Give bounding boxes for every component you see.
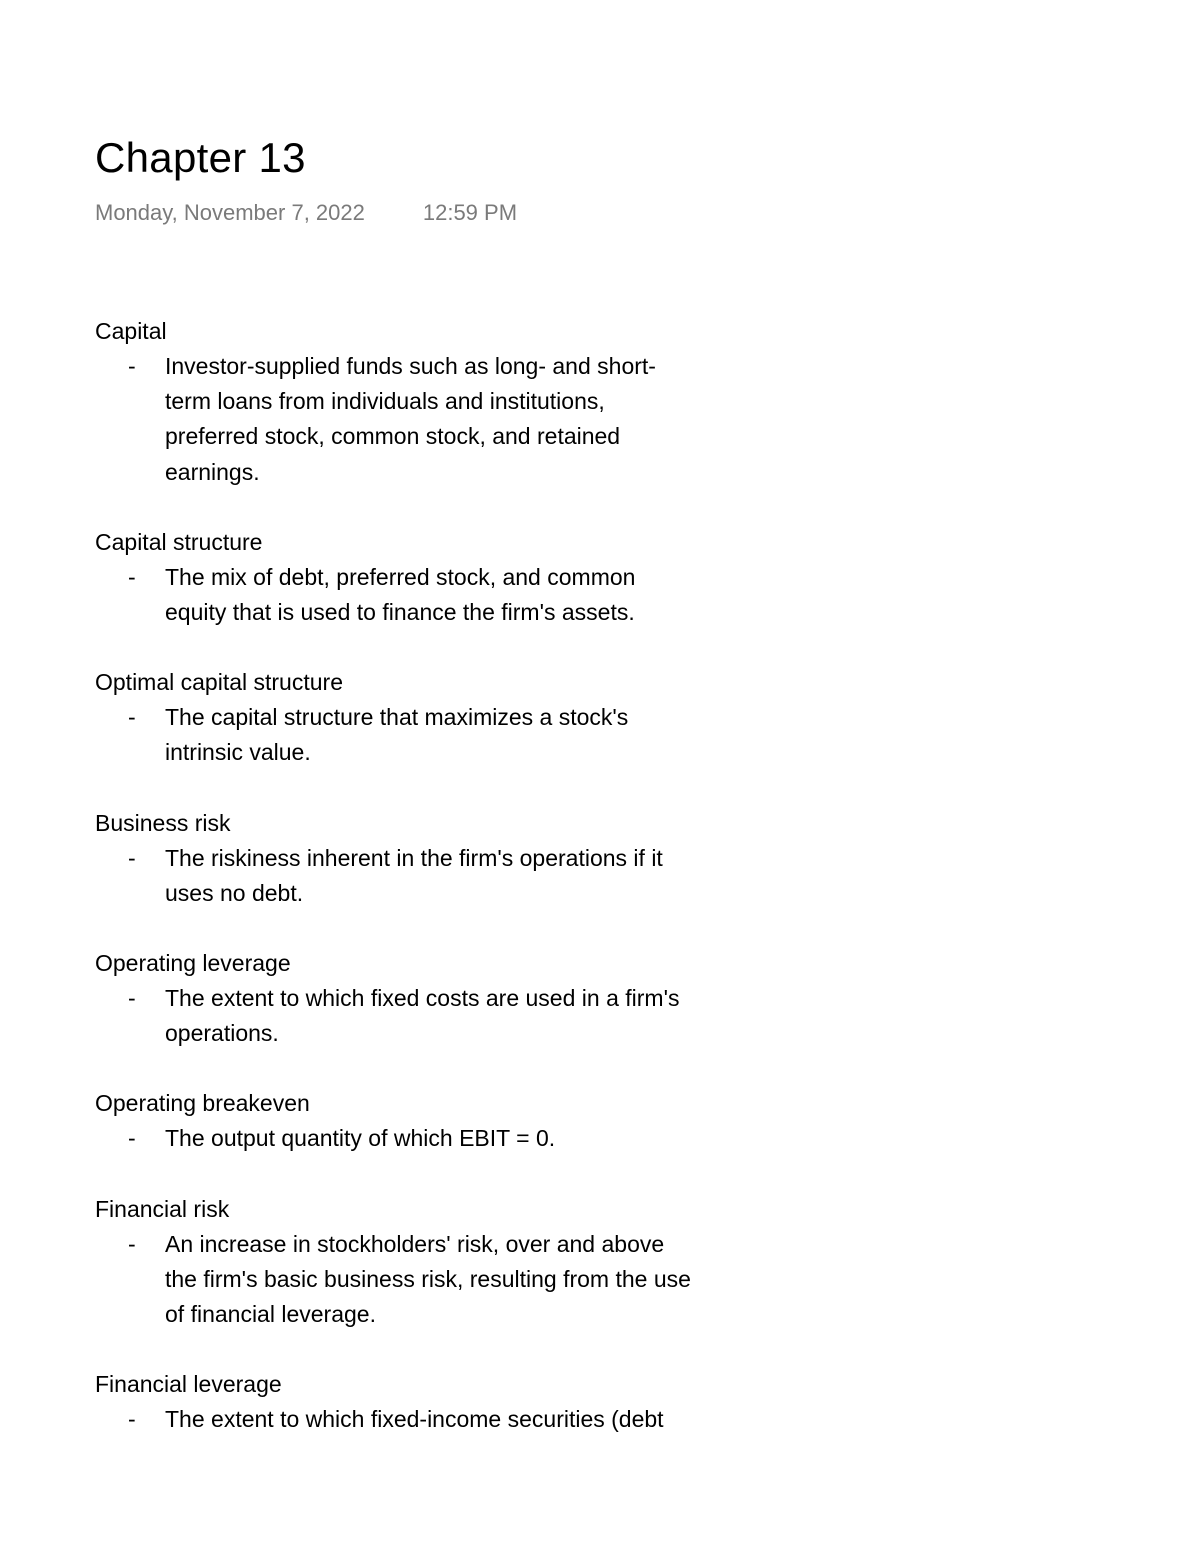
- note-section: [95, 525, 795, 630]
- definition-line: the firm's basic business risk, resulting from the use: [165, 1265, 691, 1292]
- term-heading: Financial risk: [95, 1195, 230, 1222]
- term-heading: Operating breakeven: [95, 1090, 310, 1117]
- definition-line: The mix of debt, preferred stock, and common: [165, 563, 636, 590]
- definition-line: The extent to which fixed-income securities (debt: [165, 1406, 664, 1433]
- term-heading: Financial leverage: [95, 1371, 282, 1398]
- definition-line: intrinsic value.: [165, 739, 311, 766]
- term-heading: Operating leverage: [95, 950, 291, 977]
- term-heading: Capital structure: [95, 528, 263, 555]
- definition-line: earnings.: [165, 458, 260, 485]
- note-section: [95, 946, 795, 1051]
- note-section: [95, 314, 795, 490]
- note-time: 12:59 PM: [422, 200, 518, 225]
- definition-bullet: [95, 1227, 795, 1333]
- definition-line: An increase in stockholders' risk, over and above: [165, 1230, 665, 1257]
- definition-line: of financial leverage.: [165, 1301, 376, 1328]
- note-section: [95, 1192, 795, 1333]
- term-heading: Business risk: [95, 809, 231, 836]
- definition-line: The extent to which fixed costs are used in a firm's: [165, 985, 680, 1012]
- note-body: [95, 314, 795, 1472]
- dash-bullet-icon: -: [128, 563, 136, 590]
- definition-line: The riskiness inherent in the firm's operations if it: [165, 844, 663, 871]
- note-section: [95, 665, 795, 770]
- definition-bullet: [95, 841, 795, 911]
- definition-line: term loans from individuals and institutions,: [165, 388, 605, 415]
- dash-bullet-icon: -: [128, 1230, 136, 1257]
- definition-line: operations.: [165, 1020, 279, 1047]
- dash-bullet-icon: -: [128, 1125, 136, 1152]
- definition-line: preferred stock, common stock, and retained: [165, 423, 621, 450]
- note-section: [95, 806, 795, 911]
- definition-line: Investor-supplied funds such as long- and short-: [165, 353, 656, 379]
- page-title: Chapter 13: [95, 134, 306, 181]
- dash-bullet-icon: -: [128, 1406, 136, 1433]
- definition-bullet: [95, 560, 795, 630]
- definition-bullet: [95, 981, 795, 1051]
- definition-line: equity that is used to finance the firm's assets.: [165, 599, 635, 626]
- term-heading: Capital: [95, 318, 167, 344]
- note-date: Monday, November 7, 2022: [95, 200, 365, 225]
- dash-bullet-icon: -: [128, 844, 136, 871]
- definition-bullet: [95, 700, 795, 770]
- note-timestamp: [95, 198, 517, 228]
- definition-line: The output quantity of which EBIT = 0.: [165, 1125, 556, 1152]
- note-section: [95, 1086, 795, 1156]
- definition-bullet: [95, 1402, 795, 1437]
- dash-bullet-icon: -: [128, 353, 136, 379]
- dash-bullet-icon: -: [128, 985, 136, 1012]
- definition-bullet: [95, 1121, 795, 1156]
- note-section: [95, 1367, 795, 1437]
- definition-line: The capital structure that maximizes a stock's: [165, 704, 629, 731]
- dash-bullet-icon: -: [128, 704, 136, 731]
- term-heading: Optimal capital structure: [95, 669, 343, 696]
- definition-line: uses no debt.: [165, 879, 304, 906]
- definition-bullet: [95, 349, 795, 490]
